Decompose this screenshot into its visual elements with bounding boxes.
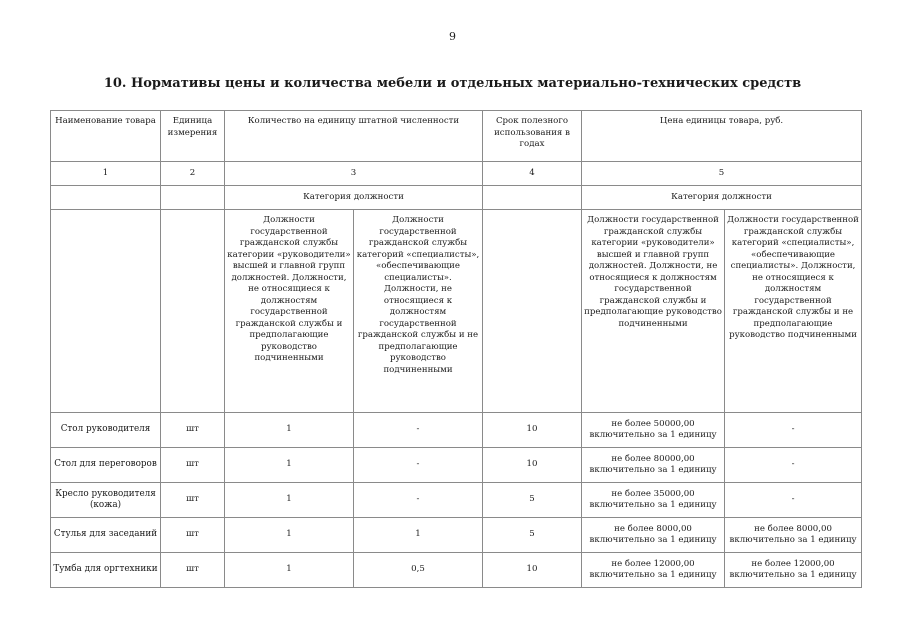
empty-cell — [483, 186, 582, 210]
item-qty-specialists: - — [354, 448, 483, 483]
item-qty-specialists: - — [354, 483, 483, 518]
table-row — [51, 413, 862, 448]
category-specialists-quantity: Должности государственной гражданской службы категорий «специалисты», «обеспечивающие специалисты». Должности, не относящиеся к должностям государственной гражданской службы и не предполагающие руководство подчиненными — [354, 210, 483, 413]
category-label-price: Категория должности — [582, 186, 862, 210]
category-specialists-price: Должности государственной гражданской службы категорий «специалисты», «обеспечивающие специалисты». Должности, не относящиеся к должностям государственной гражданской службы и не предполагающие руководство подчиненными — [725, 210, 862, 413]
empty-cell — [51, 210, 161, 413]
header-term: Срок полезного использования в годах — [483, 111, 582, 162]
item-price-managers: не более 12000,00 включительно за 1 единицу — [582, 553, 725, 588]
item-qty-specialists: 1 — [354, 518, 483, 553]
item-qty-managers: 1 — [225, 553, 354, 588]
category-managers-quantity: Должности государственной гражданской службы категории «руководители» высшей и главной групп должностей. Должности, не относящиеся к должностям государственной гражданской службы и предполагающие руководство подчиненными — [225, 210, 354, 413]
item-price-specialists: - — [725, 483, 862, 518]
header-name: Наименование товара — [51, 111, 161, 162]
table-row — [51, 483, 862, 518]
item-term: 10 — [483, 448, 582, 483]
item-unit: шт — [161, 483, 225, 518]
item-qty-managers: 1 — [225, 413, 354, 448]
item-unit: шт — [161, 518, 225, 553]
item-price-managers: не более 35000,00 включительно за 1 единицу — [582, 483, 725, 518]
item-name: Стулья для заседаний — [51, 518, 161, 553]
item-name: Кресло руководителя (кожа) — [51, 483, 161, 518]
item-qty-managers: 1 — [225, 518, 354, 553]
column-number-row — [51, 162, 862, 186]
header-quantity: Количество на единицу штатной численности — [225, 111, 483, 162]
column-number: 2 — [161, 162, 225, 186]
category-managers-price: Должности государственной гражданской службы категории «руководители» высшей и главной групп должностей. Должности, не относящиеся к должностям государственной гражданской службы и предполагающие руководство подчиненными — [582, 210, 725, 413]
item-unit: шт — [161, 553, 225, 588]
item-term: 10 — [483, 413, 582, 448]
item-term: 10 — [483, 553, 582, 588]
category-label-quantity: Категория должности — [225, 186, 483, 210]
item-qty-managers: 1 — [225, 483, 354, 518]
item-term: 5 — [483, 518, 582, 553]
item-name: Стол для переговоров — [51, 448, 161, 483]
item-price-managers: не более 80000,00 включительно за 1 единицу — [582, 448, 725, 483]
header-row — [51, 111, 862, 162]
item-term: 5 — [483, 483, 582, 518]
column-number: 5 — [582, 162, 862, 186]
norms-table — [50, 110, 862, 588]
item-qty-managers: 1 — [225, 448, 354, 483]
item-price-specialists: не более 8000,00 включительно за 1 единицу — [725, 518, 862, 553]
header-price: Цена единицы товара, руб. — [582, 111, 862, 162]
empty-cell — [161, 210, 225, 413]
item-price-specialists: - — [725, 448, 862, 483]
item-unit: шт — [161, 448, 225, 483]
empty-cell — [161, 186, 225, 210]
empty-cell — [483, 210, 582, 413]
item-price-managers: не более 8000,00 включительно за 1 единицу — [582, 518, 725, 553]
empty-cell — [51, 186, 161, 210]
column-number: 4 — [483, 162, 582, 186]
table-row — [51, 518, 862, 553]
column-number: 1 — [51, 162, 161, 186]
item-name: Стол руководителя — [51, 413, 161, 448]
item-price-specialists: не более 12000,00 включительно за 1 единицу — [725, 553, 862, 588]
item-price-managers: не более 50000,00 включительно за 1 единицу — [582, 413, 725, 448]
category-row — [51, 186, 862, 210]
item-name: Тумба для оргтехники — [51, 553, 161, 588]
column-number: 3 — [225, 162, 483, 186]
document-title: 10. Нормативы цены и количества мебели и отдельных материально-технических средств — [103, 76, 802, 91]
page-number: 9 — [449, 30, 456, 43]
category-detail-row — [51, 210, 862, 413]
item-qty-specialists: - — [354, 413, 483, 448]
table-row — [51, 448, 862, 483]
item-unit: шт — [161, 413, 225, 448]
header-unit: Единица измерения — [161, 111, 225, 162]
item-price-specialists: - — [725, 413, 862, 448]
table-row — [51, 553, 862, 588]
item-qty-specialists: 0,5 — [354, 553, 483, 588]
